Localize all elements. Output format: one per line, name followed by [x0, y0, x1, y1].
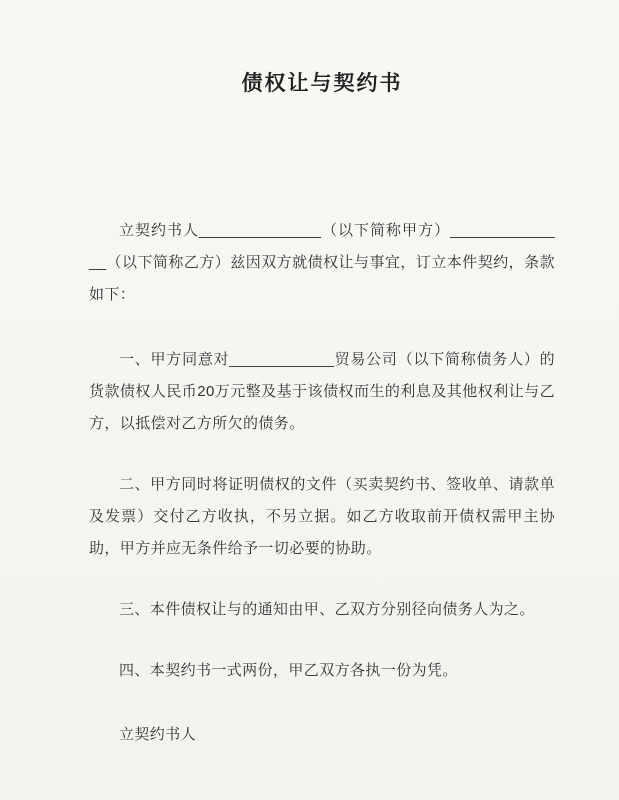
signature-party-label: 立契约书人 [119, 726, 197, 743]
contract-clause-1: 一、甲方同意对____________贸易公司（以下简称债务人）的货款债权人民币20万元整及基于该债权而生的利息及其他权利让与乙方，以抵偿对乙方所欠的债务。 [89, 351, 555, 432]
contract-clause-2: 二、甲方同时将证明债权的文件（买卖契约书、签收单、请款单及发票）交付乙方收执，不另立据。如乙方收取前开债权需甲主协助，甲方并应无条件给予一切必要的协助。 [89, 476, 555, 557]
document-title: 债权让与契约书 [241, 72, 403, 95]
contract-clause-3: 三、本件债权让与的通知由甲、乙双方分别径向债务人为之。 [119, 601, 535, 618]
contract-intro-paragraph: 立契约书人______________（以下简称甲方）______________（以下简称乙方）兹因双方就债权让与事宜，订立本件契约，条款如下： [89, 222, 555, 303]
contract-clause-4: 四、本契约书一式两份，甲乙双方各执一份为凭。 [119, 662, 458, 679]
